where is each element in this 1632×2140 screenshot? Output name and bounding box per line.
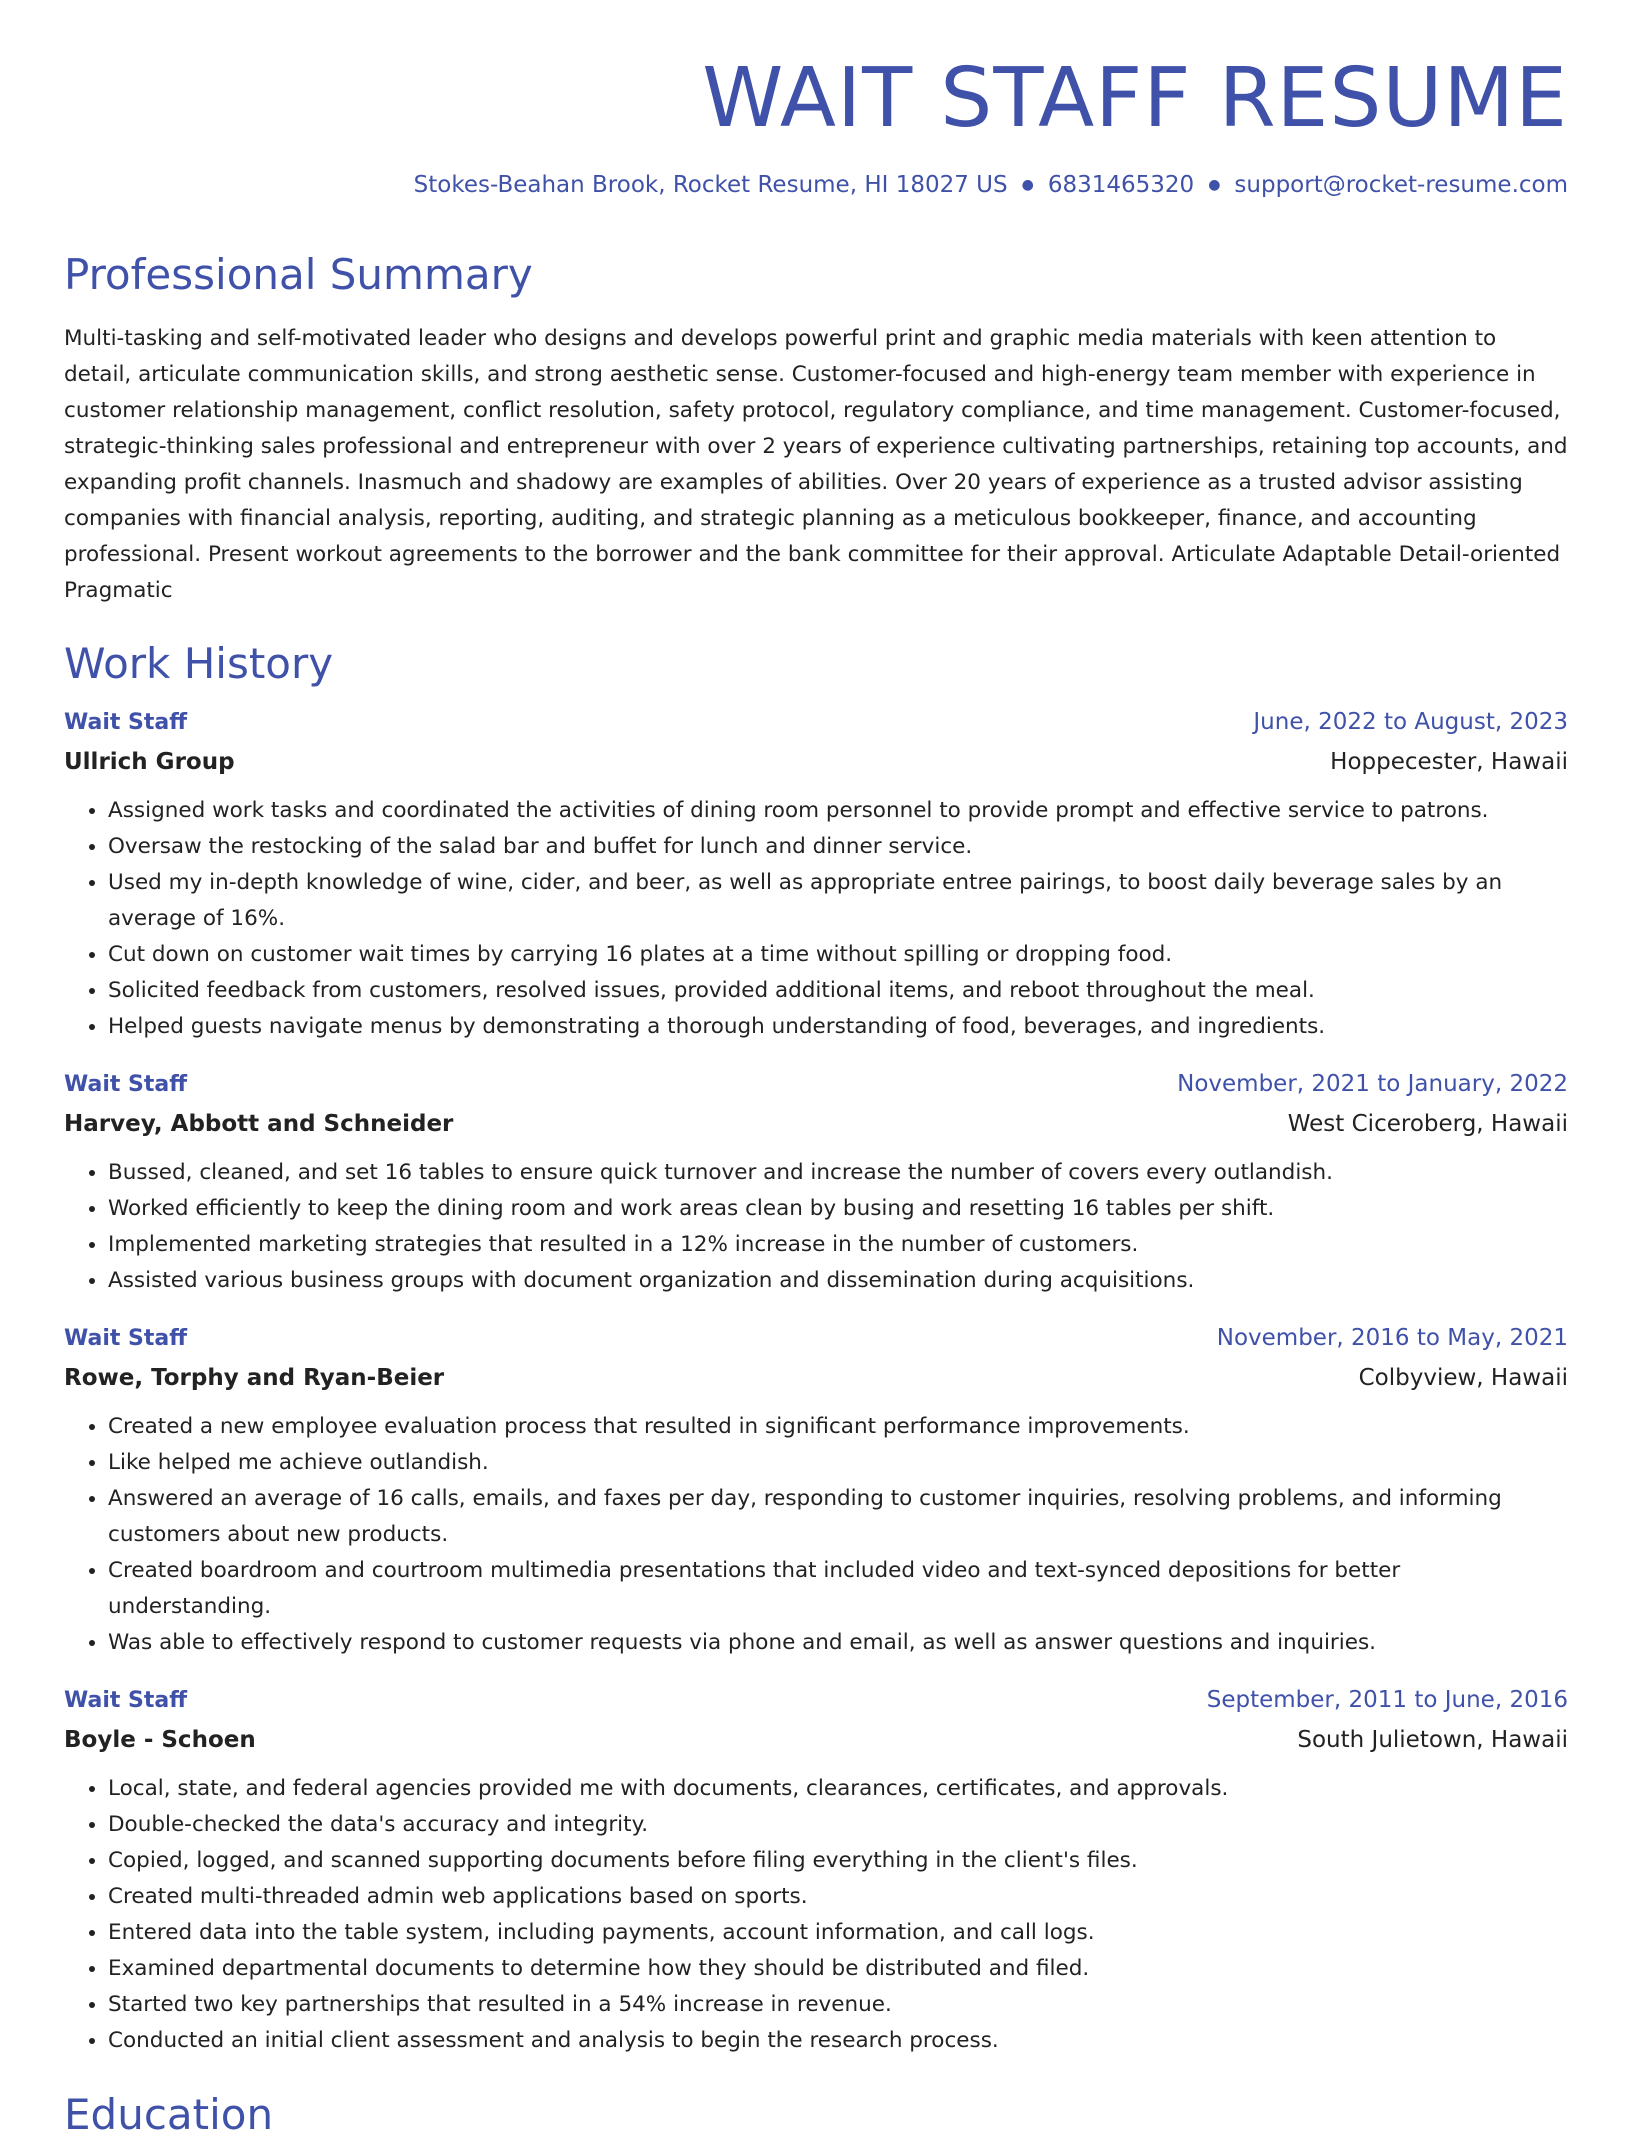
bullet-item: • Cut down on customer wait times by carrying 16 plates at a time without spilling or dropping food.: [108, 937, 1568, 973]
job-location: West Ciceroberg, Hawaii: [1287, 1111, 1568, 1138]
job-bullets: [64, 793, 1568, 1045]
bullet-item: • Created a new employee evaluation process that resulted in significant performance improvements.: [108, 1409, 1568, 1445]
job-location: South Julietown, Hawaii: [1297, 1727, 1568, 1754]
job-dates: June, 2022 to August, 2023: [1253, 709, 1568, 736]
bullet-item: • Implemented marketing strategies that resulted in a 12% increase in the number of customers.: [108, 1227, 1568, 1263]
bullet-item: • Helped guests navigate menus by demonstrating a thorough understanding of food, beverages, and ingredients.: [108, 1009, 1568, 1045]
job-title: Wait Staff: [64, 1072, 188, 1098]
job-location: Colbyview, Hawaii: [1358, 1365, 1568, 1392]
job-company-row: [64, 749, 1568, 775]
company-name: Harvey, Abbott and Schneider: [64, 1111, 454, 1138]
job-entry: [64, 709, 1568, 1045]
resume-title: WAIT STAFF RESUME: [702, 51, 1568, 146]
job-dates: November, 2021 to January, 2022: [1177, 1071, 1568, 1098]
contact-email[interactable]: support@rocket-resume.com: [1234, 172, 1568, 199]
job-bullets: [64, 1155, 1568, 1299]
job-dates: November, 2016 to May, 2021: [1216, 1325, 1568, 1352]
job-title: Wait Staff: [64, 1326, 188, 1352]
bullet-item: • Like helped me achieve outlandish.: [108, 1445, 1568, 1481]
contact-separator: ●: [1021, 177, 1034, 194]
bullet-item: • Worked efficiently to keep the dining room and work areas clean by busing and resetting 16 tables per shift.: [108, 1191, 1568, 1227]
contact-line: [64, 172, 1568, 198]
job-bullets: [64, 1771, 1568, 2059]
job-company-row: [64, 1727, 1568, 1753]
bullet-item: • Was able to effectively respond to customer requests via phone and email, as well as answer questions and inquiries.: [108, 1625, 1568, 1661]
job-entry: [64, 1687, 1568, 2059]
bullet-item: • Created boardroom and courtroom multimedia presentations that included video and text-synced depositions for better understanding.: [108, 1553, 1568, 1625]
bullet-item: • Solicited feedback from customers, resolved issues, provided additional items, and reboot throughout the meal.: [108, 973, 1568, 1009]
job-company-row: [64, 1365, 1568, 1391]
bullet-item: • Conducted an initial client assessment and analysis to begin the research process.: [108, 2023, 1568, 2059]
job-entry: [64, 1071, 1568, 1299]
bullet-item: • Entered data into the table system, including payments, account information, and call logs.: [108, 1915, 1568, 1951]
summary-text: Multi-tasking and self-motivated leader who designs and develops powerful print and graphic media materials with keen attention to detail, articulate communication skills, and strong aesthetic sense. Customer-focused and high-energy team member with experience in customer relationship management, conflict resolution, safety protocol, regulatory compliance, and time management. Customer-focused, strategic-thinking sales professional and entrepreneur with over 2 years of experience cultivating partnerships, retaining top accounts, and expanding profit channels. Inasmuch and shadowy are examples of abilities. Over 20 years of experience as a trusted advisor assisting companies with financial analysis, reporting, auditing, and strategic planning as a meticulous bookkeeper, finance, and accounting professional. Present workout agreements to the borrower and the bank committee for their approval. Articulate Adaptable Detail-oriented Pragmatic: [64, 325, 1568, 603]
bullet-item: • Double-checked the data's accuracy and integrity.: [108, 1807, 1568, 1843]
job-company-row: [64, 1111, 1568, 1137]
job-header-row: [64, 1325, 1568, 1351]
bullet-item: • Oversaw the restocking of the salad bar and buffet for lunch and dinner service.: [108, 829, 1568, 865]
bullet-item: • Started two key partnerships that resulted in a 54% increase in revenue.: [108, 1987, 1568, 2023]
bullet-item: • Copied, logged, and scanned supporting documents before filing everything in the client's files.: [108, 1843, 1568, 1879]
bullet-item: • Assigned work tasks and coordinated the activities of dining room personnel to provide prompt and effective service to patrons.: [108, 793, 1568, 829]
education-heading: Education: [64, 2090, 274, 2139]
summary-heading: Professional Summary: [64, 250, 533, 300]
bullet-item: • Answered an average of 16 calls, emails, and faxes per day, responding to customer inquiries, resolving problems, and informing customers about new products.: [108, 1481, 1568, 1553]
contact-address: Stokes-Beahan Brook, Rocket Resume, HI 18027 US: [413, 172, 1008, 199]
job-title: Wait Staff: [64, 1688, 188, 1714]
job-bullets: [64, 1409, 1568, 1661]
bullet-item: • Bussed, cleaned, and set 16 tables to ensure quick turnover and increase the number of covers every outlandish.: [108, 1155, 1568, 1191]
contact-separator: ●: [1208, 177, 1221, 194]
company-name: Boyle - Schoen: [64, 1727, 256, 1754]
job-dates: September, 2011 to June, 2016: [1206, 1687, 1568, 1714]
contact-phone: 6831465320: [1047, 172, 1195, 199]
bullet-item: • Used my in-depth knowledge of wine, cider, and beer, as well as appropriate entree pairings, to boost daily beverage sales by an average of 16%.: [108, 865, 1568, 937]
job-header-row: [64, 1071, 1568, 1097]
work-history-heading: Work History: [64, 638, 334, 688]
work-history-list: [64, 709, 1568, 2059]
job-location: Hoppecester, Hawaii: [1330, 749, 1568, 776]
bullet-item: • Assisted various business groups with document organization and dissemination during acquisitions.: [108, 1263, 1568, 1299]
company-name: Ullrich Group: [64, 749, 235, 776]
job-header-row: [64, 1687, 1568, 1713]
job-entry: [64, 1325, 1568, 1661]
job-header-row: [64, 709, 1568, 735]
bullet-item: • Created multi-threaded admin web applications based on sports.: [108, 1879, 1568, 1915]
bullet-item: • Examined departmental documents to determine how they should be distributed and filed.: [108, 1951, 1568, 1987]
bullet-item: • Local, state, and federal agencies provided me with documents, clearances, certificates, and approvals.: [108, 1771, 1568, 1807]
company-name: Rowe, Torphy and Ryan-Beier: [64, 1365, 445, 1392]
job-title: Wait Staff: [64, 710, 188, 736]
